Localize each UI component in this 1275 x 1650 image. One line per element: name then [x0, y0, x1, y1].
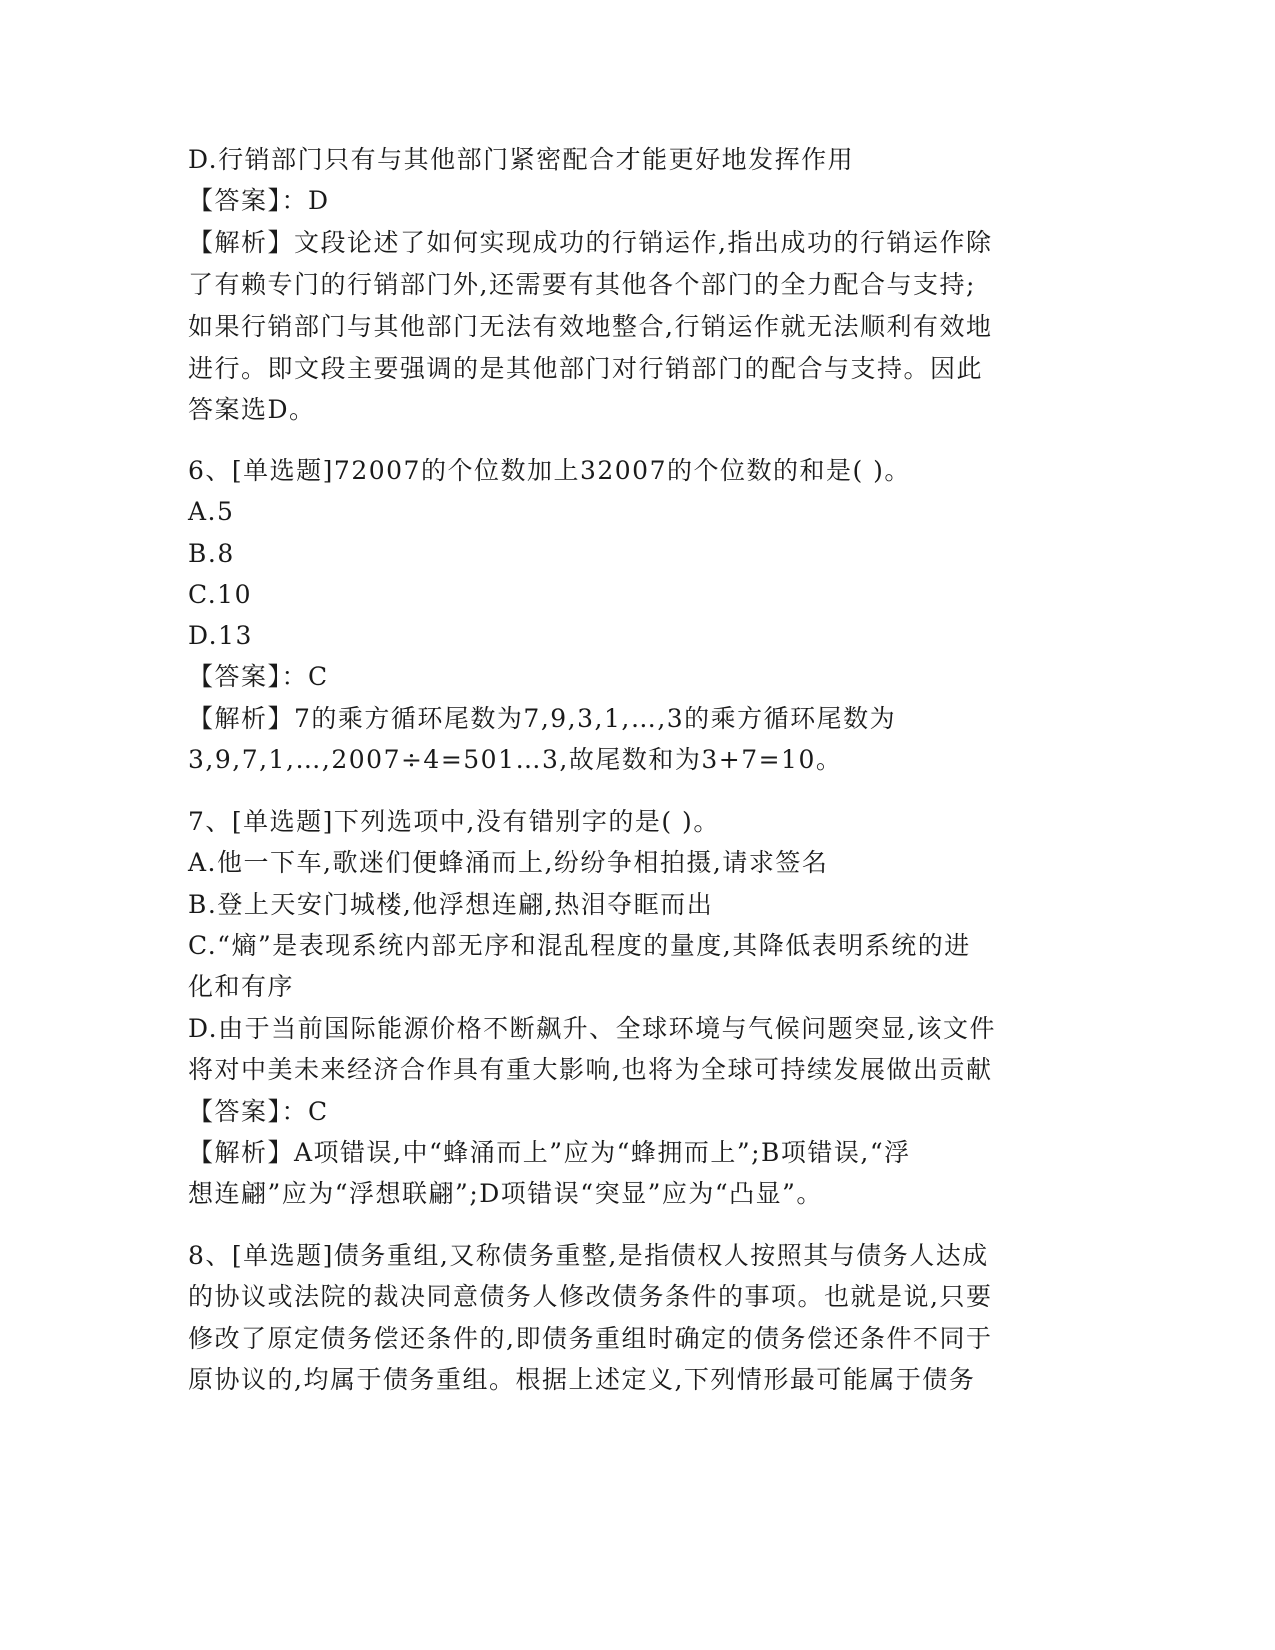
q7-option-d: D.由于当前国际能源价格不断飙升、全球环境与气候问题突显,该文件	[188, 1014, 997, 1043]
q7-option-a: A.他一下车,歌迷们便蜂涌而上,纷纷争相拍摄,请求签名	[188, 848, 829, 877]
q8-stem-line: 的协议或法院的裁决同意债务人修改债务条件的事项。也就是说,只要	[188, 1282, 993, 1311]
q7-analysis-line: 【解析】A项错误,中“蜂涌而上”应为“蜂拥而上”;B项错误,“浮	[188, 1138, 911, 1167]
q5-option-d: D.行销部门只有与其他部门紧密配合才能更好地发挥作用	[188, 145, 855, 174]
q8-stem-line: 修改了原定债务偿还条件的,即债务重组时确定的债务偿还条件不同于	[188, 1324, 993, 1353]
q6-option-b: B.8	[188, 539, 235, 568]
q6-answer: 【答案】：C	[188, 662, 329, 691]
q6-analysis-line: 3,9,7,1,…,2007÷4=501…3,故尾数和为3+7=10。	[188, 745, 843, 774]
q6-option-a: A.5	[188, 497, 235, 526]
q5-analysis-line: 【解析】文段论述了如何实现成功的行销运作,指出成功的行销运作除	[188, 228, 993, 257]
q7-analysis-line: 想连翩”应为“浮想联翩”;D项错误“突显”应为“凸显”。	[188, 1179, 823, 1208]
q5-analysis-line: 了有赖专门的行销部门外,还需要有其他各个部门的全力配合与支持;	[188, 270, 976, 299]
q7-stem: 7、[单选题]下列选项中,没有错别字的是( )。	[188, 807, 720, 836]
q7-option-c-cont: 化和有序	[188, 972, 295, 1001]
q7-option-d-cont: 将对中美未来经济合作具有重大影响,也将为全球可持续发展做出贡献	[188, 1055, 993, 1084]
q8-stem-line: 8、[单选题]债务重组,又称债务重整,是指债权人按照其与债务人达成	[188, 1241, 989, 1270]
q7-option-c: C.“熵”是表现系统内部无序和混乱程度的量度,其降低表明系统的进	[188, 931, 971, 960]
q7-answer: 【答案】：C	[188, 1097, 329, 1126]
q6-option-c: C.10	[188, 580, 252, 609]
q8-stem-line: 原协议的,均属于债务重组。根据上述定义,下列情形最可能属于债务	[188, 1365, 976, 1394]
q5-analysis-line: 如果行销部门与其他部门无法有效地整合,行销运作就无法顺利有效地	[188, 312, 993, 341]
q7-option-b: B.登上天安门城楼,他浮想连翩,热泪夺眶而出	[188, 890, 714, 919]
q5-answer: 【答案】：D	[188, 186, 330, 215]
q5-analysis-line: 进行。即文段主要强调的是其他部门对行销部门的配合与支持。因此	[188, 354, 984, 383]
q5-analysis-line: 答案选D。	[188, 395, 316, 424]
q6-analysis-line: 【解析】7的乘方循环尾数为7,9,3,1,…,3的乘方循环尾数为	[188, 704, 897, 733]
q6-stem: 6、[单选题]72007的个位数加上32007的个位数的和是( )。	[188, 456, 911, 485]
q6-option-d: D.13	[188, 621, 253, 650]
